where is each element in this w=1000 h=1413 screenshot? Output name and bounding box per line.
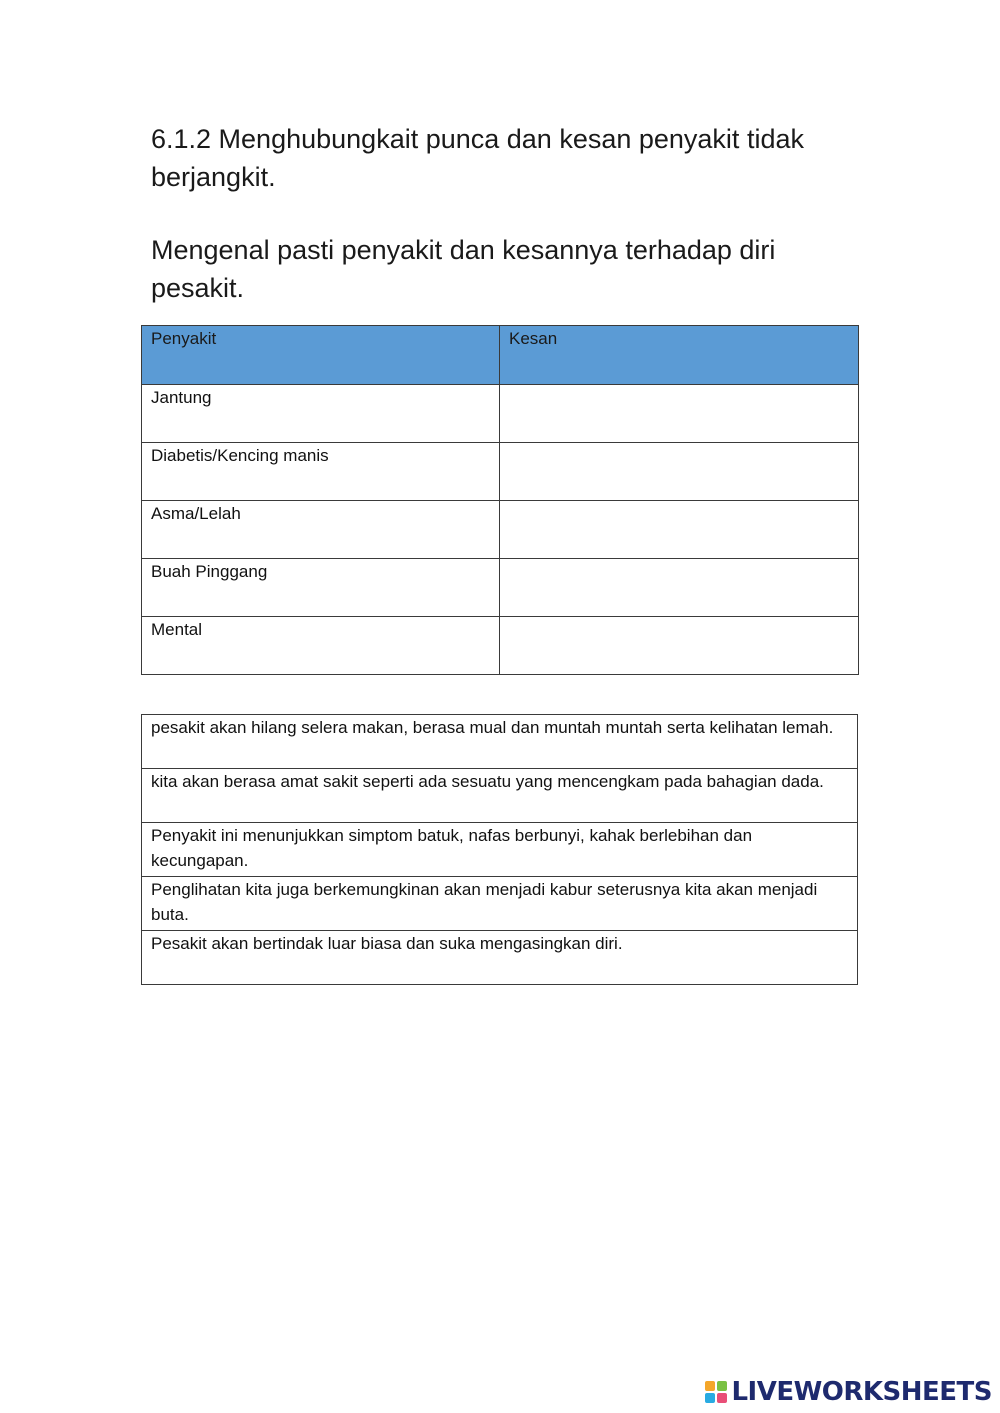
effect-option[interactable]: Penglihatan kita juga berkemungkinan akan menjadi kabur seterusnya kita akan menjadi buta. — [142, 877, 858, 931]
column-header-kesan: Kesan — [500, 326, 859, 385]
effect-option[interactable]: kita akan berasa amat sakit seperti ada sesuatu yang mencengkam pada bahagian dada. — [142, 769, 858, 823]
liveworksheets-logo-icon — [705, 1381, 727, 1403]
effect-drop-cell[interactable] — [500, 559, 859, 617]
brand-text: LIVEWORKSHEETS — [731, 1377, 992, 1407]
disease-cell: Jantung — [142, 385, 500, 443]
effect-drop-cell[interactable] — [500, 501, 859, 559]
effect-drop-cell[interactable] — [500, 443, 859, 501]
table-row — [142, 617, 859, 675]
table-row — [142, 501, 859, 559]
effect-drop-cell[interactable] — [500, 385, 859, 443]
logo-square-icon — [717, 1393, 727, 1403]
effect-option[interactable]: pesakit akan hilang selera makan, berasa mual dan muntah muntah serta kelihatan lemah. — [142, 715, 858, 769]
effect-option[interactable]: Penyakit ini menunjukkan simptom batuk, nafas berbunyi, kahak berlebihan dan kecungapan. — [142, 823, 858, 877]
logo-square-icon — [705, 1381, 715, 1391]
logo-square-icon — [717, 1381, 727, 1391]
disease-cell: Asma/Lelah — [142, 501, 500, 559]
table-row — [142, 443, 859, 501]
objective-heading: 6.1.2 Menghubungkait punca dan kesan penyakit tidak berjangkit. — [151, 124, 804, 192]
table-row — [142, 385, 859, 443]
liveworksheets-brand — [705, 1377, 992, 1407]
disease-cell: Diabetis/Kencing manis — [142, 443, 500, 501]
column-header-penyakit: Penyakit — [142, 326, 500, 385]
effect-option[interactable]: Pesakit akan bertindak luar biasa dan suka mengasingkan diri. — [142, 931, 858, 985]
list-item — [142, 877, 858, 931]
table-header-row — [142, 326, 859, 385]
instruction-heading: Mengenal pasti penyakit dan kesannya terhadap diri pesakit. — [151, 235, 776, 303]
disease-effect-table — [141, 325, 859, 675]
effects-options-table — [141, 714, 858, 985]
list-item — [142, 931, 858, 985]
list-item — [142, 823, 858, 877]
table-row — [142, 559, 859, 617]
list-item — [142, 715, 858, 769]
disease-cell: Mental — [142, 617, 500, 675]
effect-drop-cell[interactable] — [500, 617, 859, 675]
disease-cell: Buah Pinggang — [142, 559, 500, 617]
list-item — [142, 769, 858, 823]
logo-square-icon — [705, 1393, 715, 1403]
